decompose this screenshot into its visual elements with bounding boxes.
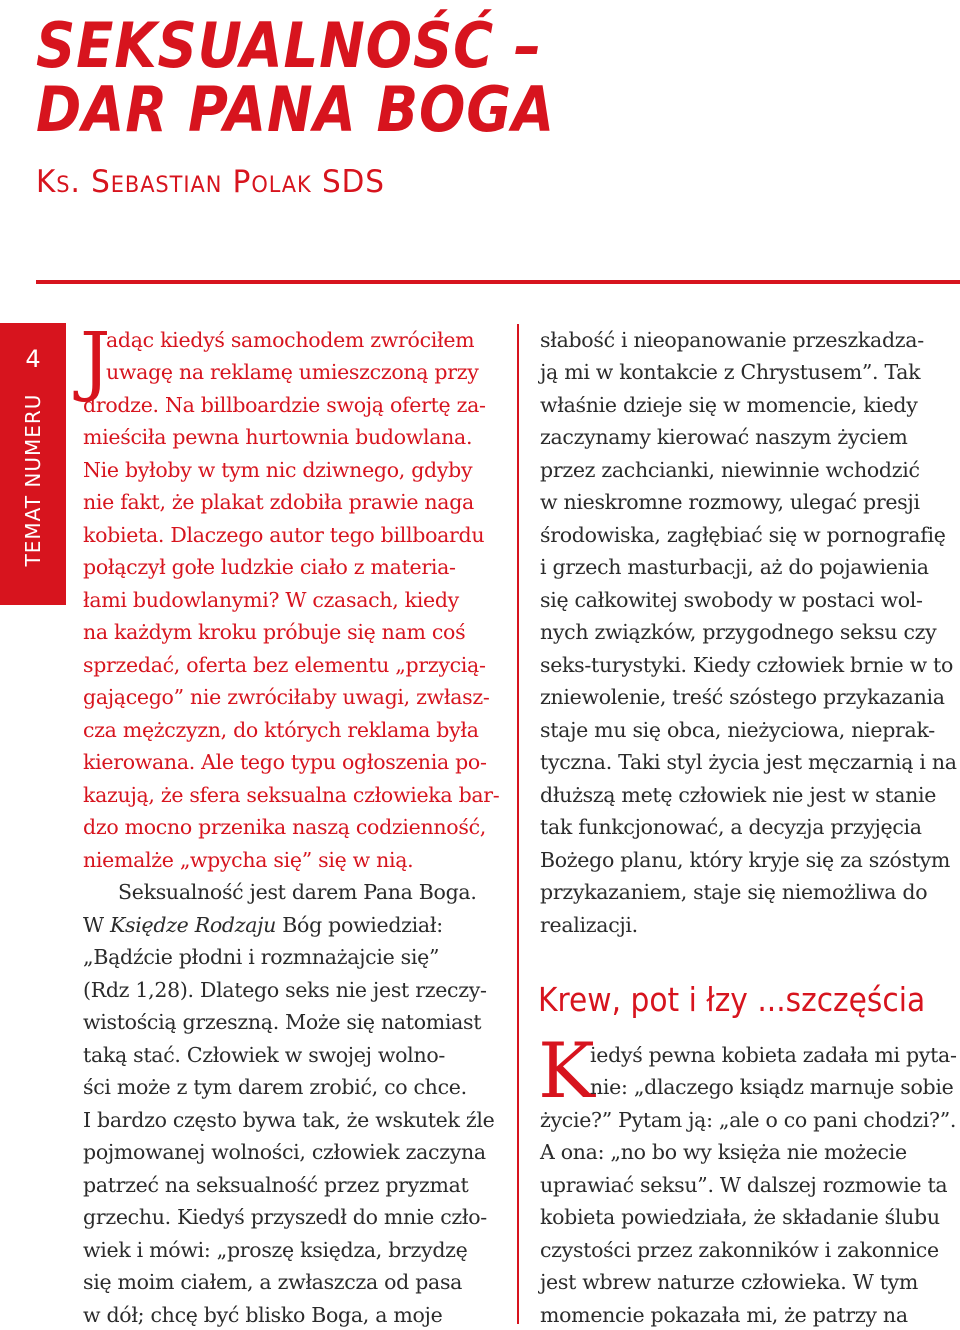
text-line: zaczynamy kierować naszym życiem — [540, 425, 908, 449]
left-dropcap: J — [80, 315, 111, 404]
text-line: cza mężczyzn, do których reklama była — [83, 718, 479, 742]
text-line: czystości przez zakonników i zakonnice — [540, 1238, 939, 1262]
text-line: staje mu się obca, nieżyciowa, nieprak- — [540, 718, 935, 742]
text-line: niemalże „wpycha się” się w nią. — [83, 848, 414, 872]
text-line: ją mi w kontakcie z Chrystusem”. Tak — [540, 360, 921, 384]
text-line: gającego” nie zwróciłaby uwagi, zwłasz- — [83, 685, 490, 709]
text-line: iedyś pewna kobieta zadała mi pyta- — [590, 1043, 957, 1067]
text-line: Seksualność jest darem Pana Boga. — [118, 880, 477, 904]
text-line: grzechu. Kiedyś przyszedł do mnie czło- — [83, 1205, 487, 1229]
text-line: sprzedać, oferta bez elementu „przycią- — [83, 653, 486, 677]
text-line: słabość i nieopanowanie przeszkadza- — [540, 328, 924, 352]
text-line: „Bądźcie płodni i rozmnażajcie się” — [83, 945, 440, 969]
text-line: A ona: „no bo wy księża nie możecie — [540, 1140, 907, 1164]
text-line: kazują, że sfera seksualna człowieka bar- — [83, 783, 500, 807]
text-line: połączył gołe ludzkie ciało z materia- — [83, 555, 456, 579]
text-line: dzo mocno przenika naszą codzienność, — [83, 815, 486, 839]
text-line: tyczna. Taki styl życia jest męczarnią i na — [540, 750, 957, 774]
title-line-2: DAR PANA BOGA — [36, 73, 556, 146]
text-line: nie fakt, że plakat zdobiła prawie naga — [83, 490, 474, 514]
text-line: patrzeć na seksualność przez pryzmat — [83, 1173, 469, 1197]
text-line: nie: „dlaczego ksiądz marnuje sobie — [590, 1075, 954, 1099]
text-line: taką stać. Człowiek w swojej wolno- — [83, 1043, 446, 1067]
text-line: mieściła pewna hurtownia budowlana. — [83, 425, 473, 449]
text-line: życie?” Pytam ją: „ale o co pani chodzi?”. — [540, 1108, 957, 1132]
text-line: drodze. Na billboardzie swoją ofertę za- — [83, 393, 486, 417]
text-line: i grzech masturbacji, aż do pojawienia — [540, 555, 929, 579]
text-line: tak funkcjonować, a decyzja przyjęcia — [540, 815, 922, 839]
text-line: się moim ciałem, a zwłaszcza od pasa — [83, 1270, 463, 1294]
issue-number: 4 — [25, 345, 41, 373]
text-line: I bardzo często bywa tak, że wskutek źle — [83, 1108, 495, 1132]
text-line: przez zachcianki, niewinnie wchodzić — [540, 458, 920, 482]
text-line: w nieskromne rozmowy, ulegać presji — [540, 490, 920, 514]
header-rule — [36, 280, 960, 284]
section-subheading: Krew, pot i łzy ...szczęścia — [538, 980, 926, 1019]
text-line: środowiska, zagłębiać się w pornografię — [540, 523, 946, 547]
text-line: W Księdze Rodzaju Bóg powiedział: — [83, 913, 443, 937]
text-line: pojmowanej wolności, człowiek zaczyna — [83, 1140, 486, 1164]
text-line: na każdym kroku próbuje się nam coś — [83, 620, 466, 644]
text-line: dłuższą metę człowiek nie jest w stanie — [540, 783, 937, 807]
article-author: Ks. Sebastian Polak SDS — [36, 164, 385, 200]
text-line: wistością grzeszną. Może się natomiast — [83, 1010, 482, 1034]
text-line: kobieta powiedziała, że składanie ślubu — [540, 1205, 940, 1229]
text-line: seks-turystyki. Kiedy człowiek brnie w to — [540, 653, 954, 677]
text-line: realizacji. — [540, 913, 638, 937]
text-line: jest wbrew naturze człowieka. W tym — [540, 1270, 919, 1294]
text-line: łami budowlanymi? W czasach, kiedy — [83, 588, 459, 612]
text-line: w dół; chcę być blisko Boga, a moje — [83, 1303, 443, 1327]
right-dropcap: K — [538, 1026, 595, 1115]
text-line: uwagę na reklamę umieszczoną przy — [106, 360, 479, 384]
article-title — [36, 9, 556, 146]
text-line: wiek i mówi: „proszę księdza, brzydzę — [83, 1238, 468, 1262]
column-divider — [517, 324, 519, 1324]
text-line: adąc kiedyś samochodem zwróciłem — [106, 328, 475, 352]
text-line: się całkowitej swobody w postaci wol- — [540, 588, 923, 612]
title-line-1: SEKSUALNOŚĆ – — [36, 9, 543, 82]
text-line: Bożego planu, który kryje się za szóstym — [540, 848, 951, 872]
text-line: momencie pokazała mi, że patrzy na — [540, 1303, 908, 1327]
text-line: przykazaniem, staje się niemożliwa do — [540, 880, 928, 904]
section-label: TEMAT NUMERU — [21, 393, 45, 567]
text-line: właśnie dzieje się w momencie, kiedy — [540, 393, 918, 417]
text-line: nych związków, przygodnego seksu czy — [540, 620, 937, 644]
text-line: uprawiać seksu”. W dalszej rozmowie ta — [540, 1173, 948, 1197]
text-line: kierowana. Ale tego typu ogłoszenia po- — [83, 750, 487, 774]
text-line: zniewolenie, treść szóstego przykazania — [540, 685, 945, 709]
text-line: ści może z tym darem zrobić, co chce. — [83, 1075, 467, 1099]
text-line: kobieta. Dlaczego autor tego billboardu — [83, 523, 485, 547]
text-line: Nie byłoby w tym nic dziwnego, gdyby — [83, 458, 473, 482]
text-line: (Rdz 1,28). Dlatego seks nie jest rzeczy- — [83, 978, 487, 1002]
